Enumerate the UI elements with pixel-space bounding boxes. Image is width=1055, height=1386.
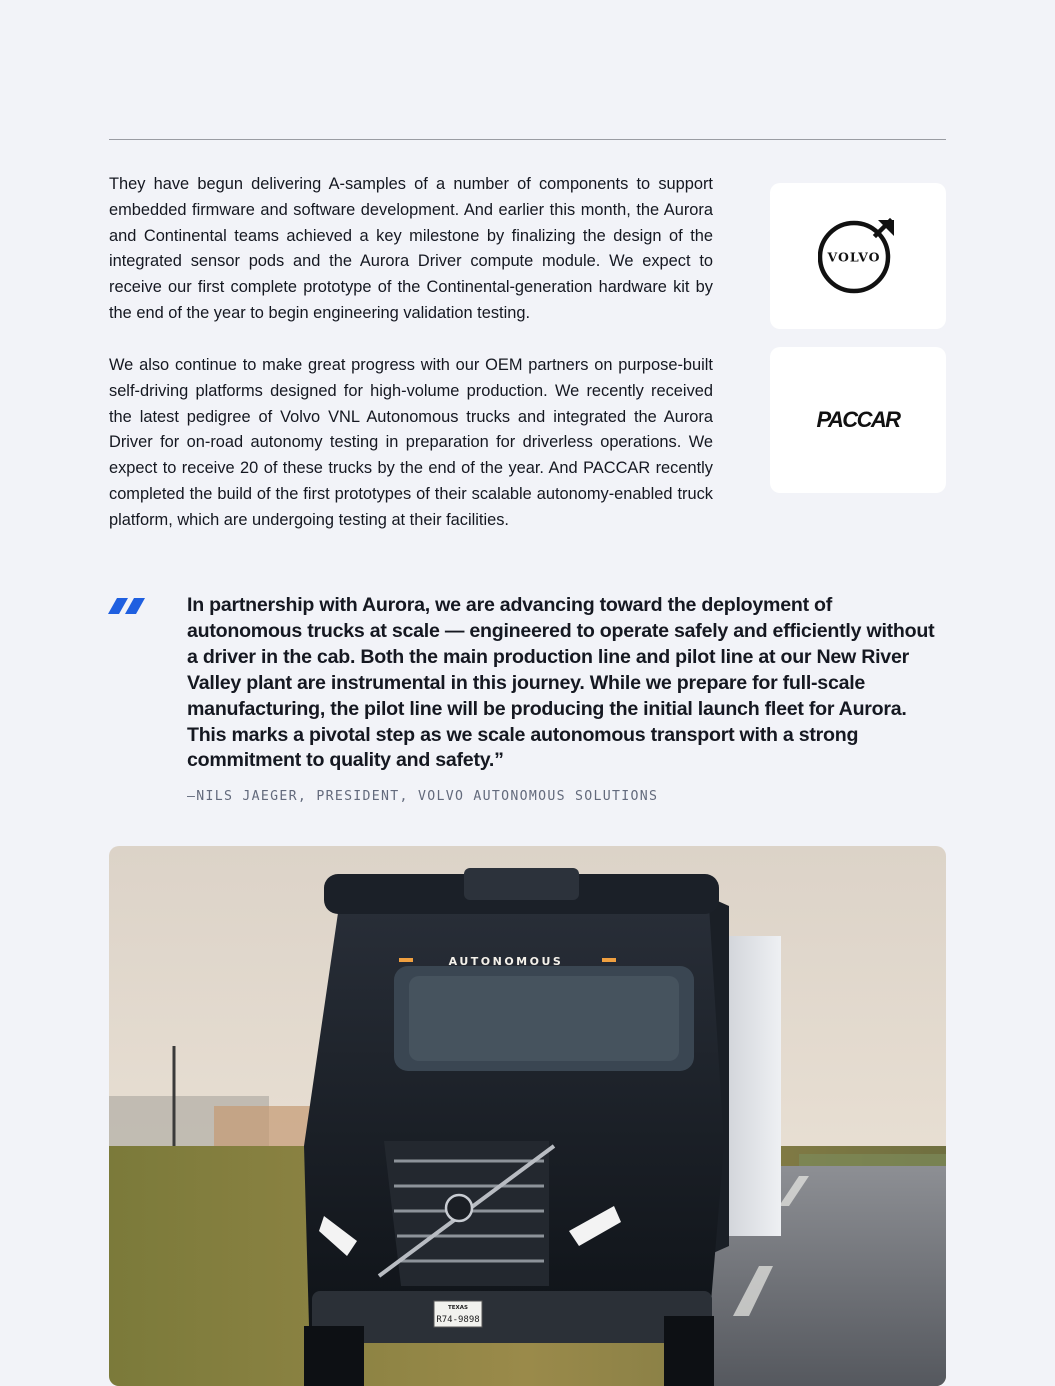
- body-paragraph: We also continue to make great progress with our OEM partners on purpose-built self-driving platforms designed for high-volume production. We recently received the latest pedigree of Volvo VNL Autonomous trucks and integrated the Aurora Driver for on-road autonomy testing in preparation for driverless operations. We expect to receive 20 of these trucks by the end of the year. And PACCAR recently completed the build of the first prototypes of their scalable autonomy-enabled truck platform, which are undergoing testing at their facilities.: [109, 356, 713, 529]
- volvo-logo-card: [770, 183, 946, 329]
- volvo-logo: [818, 216, 898, 296]
- truck-photo: [109, 846, 946, 1386]
- pull-quote: In partnership with Aurora, we are advancing toward the deployment of autonomous trucks at scale — engineered to operate safely and efficiently without a driver in the cab. Both the main production line and pilot line at our New River Valley plant are instrumental in this journey. While we prepare for full-scale manufacturing, the pilot line will be producing the initial launch fleet for Aurora. This marks a pivotal step as we scale autonomous transport with a strong commitment to quality and safety.”: [187, 594, 935, 772]
- plate-state: TEXAS: [448, 1305, 468, 1311]
- body-paragraph: They have begun delivering A-samples of a number of components to support embedded firmware and software development. And earlier this month, the Aurora and Continental teams achieved a key milestone by finalizing the design of the integrated sensor pods and the Aurora Driver compute module. We expect to receive our first complete prototype of the Continental-generation hardware kit by the end of the year to begin engineering validation testing.: [109, 175, 713, 322]
- paccar-logo-card: [770, 347, 946, 493]
- volvo-wordmark: VOLVO: [827, 249, 881, 265]
- paccar-logo: [803, 406, 913, 434]
- paccar-wordmark: PACCAR: [816, 407, 900, 432]
- quote-icon: [108, 598, 146, 614]
- plate-number: R74-9898: [436, 1315, 480, 1325]
- quote-attribution: —NILS JAEGER, PRESIDENT, VOLVO AUTONOMOUS SOLUTIONS: [187, 789, 659, 804]
- section-divider: [109, 139, 946, 140]
- cab-lettering: AUTONOMOUS: [448, 955, 564, 968]
